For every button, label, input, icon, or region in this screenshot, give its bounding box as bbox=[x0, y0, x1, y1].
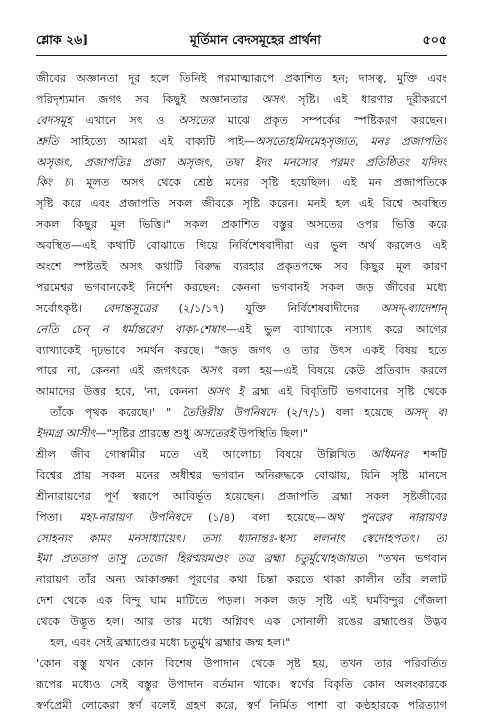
text-line bbox=[36, 570, 447, 591]
text-run: মাঝে প্রকৃত সম্পর্কের স্পষ্টিকরণ করছেন। bbox=[214, 113, 447, 127]
text-line bbox=[36, 90, 447, 111]
italic-text: অধিমনঃ bbox=[370, 448, 409, 462]
text-run: (২/৭/১) বলা হয়েছে bbox=[275, 406, 404, 420]
text-run: পিতা। bbox=[36, 510, 80, 524]
text-line bbox=[36, 194, 447, 215]
text-run: স্বর্ণপ্রেমী লোকেরা স্বর্ণ বলেই গ্রহণ করে, স্বর্ণ নির্মিত পাশা বা কণ্ঠহারকে পরিত্যাগ bbox=[36, 698, 447, 712]
italic-text: ইমা প্রতত্যপ তাসু তেজো হিরণ্ময়মণ্ডং তত্র ব্রহ্মা চতুর্মুখোহজায়ত bbox=[36, 552, 364, 566]
text-run: শ্রীনারায়ণের পূর্ণ স্বরূপে আবির্ভূত হয়েছেন। প্রজাপতি ব্রহ্মা সকল সৃষ্টজীবের bbox=[36, 489, 447, 503]
text-run: —"সৃষ্টির প্রারম্ভে শুধু bbox=[95, 427, 193, 441]
body-text bbox=[36, 69, 447, 717]
chapter-title: মূর্তিমান বেদসমূহের প্রার্থনা bbox=[189, 32, 321, 47]
verse-reference: শ্লোক ২৬] bbox=[36, 32, 89, 47]
header-rule bbox=[36, 55, 447, 56]
text-run: সাহিত্যে আমরা এই বাক্যটি পাই— bbox=[58, 134, 256, 148]
italic-text: নেতি চেন্ ন ধর্মান্তরেণ বাক্য-শেষাৎ bbox=[36, 322, 226, 336]
text-line bbox=[36, 382, 447, 403]
text-run: এখানে সৎ ও bbox=[72, 113, 179, 127]
italic-text: অসতের bbox=[178, 113, 215, 127]
text-line bbox=[36, 424, 447, 445]
text-line bbox=[36, 549, 447, 570]
text-line bbox=[36, 445, 447, 466]
italic-text: অসৃজৎ, প্রজাপতিঃ প্রজা অসৃজৎ, তদ্বা ইদং মনস্যেব পরমং প্রতিষ্ঠিতং যদিদং bbox=[36, 155, 447, 169]
text-line bbox=[36, 173, 447, 194]
text-line bbox=[36, 236, 447, 257]
text-line bbox=[36, 633, 447, 654]
italic-text: কিং চ bbox=[36, 176, 71, 190]
text-line bbox=[36, 153, 447, 174]
text-run: 'কোন বস্তু যখন কোন বিশেষ উপাদান থেকে সৃষ্ট হয়, তখন তার পরিবর্তিত bbox=[36, 656, 447, 670]
text-line bbox=[36, 361, 447, 382]
italic-text: অসৎ bbox=[199, 364, 223, 378]
text-run: পরিদৃশ্যমান জগৎ সব কিছুই অজ্ঞানতার bbox=[36, 92, 262, 106]
text-line bbox=[36, 278, 447, 299]
text-line bbox=[36, 466, 447, 487]
text-run: থেকে উদ্ভূত হল। আর তার মধ্যে অগ্নিবৎ এক সোনালী রঙের ব্রহ্মাণ্ডের উদ্ভব bbox=[36, 615, 447, 629]
text-line bbox=[36, 675, 447, 696]
text-run: শ্রীল জীব গোস্বামীর মতে এই আলোচ্য বিষয়ে উল্লিখিত bbox=[36, 448, 371, 462]
text-run: (১/৪) বলা হয়েছে— bbox=[190, 510, 327, 524]
text-run: ব্যাখ্যাকেই দৃঢ়ভাবে সমর্থন করছে। "জড় জগৎ ও তার উৎস একই বিষয় হতে bbox=[36, 343, 447, 357]
text-run: দেশ থেকে এক বিন্দু ঘাম মাটিতে পড়ল। সকল জড় সৃষ্টি এই ঘর্মবিন্দুর গেঁজলা bbox=[36, 594, 447, 608]
italic-text: অসতোহমিদমেহসৃজ্যত, মনঃ প্রজাপতিং bbox=[255, 134, 447, 148]
text-run: পারে না, কেননা এই জগৎকে bbox=[36, 364, 200, 378]
text-line bbox=[36, 111, 447, 132]
italic-text: শ্রুতি bbox=[36, 134, 59, 148]
text-run: অবস্থিত—এই কথাটি বোঝাতে গিয়ে নির্বিশেষবাদীরা এর ভুল অর্থ করলেও এই bbox=[36, 239, 447, 253]
text-run: আমাদের উত্তর হবে, 'না, কেননা bbox=[36, 385, 207, 399]
text-run: নারায়ণ তাঁর অন্য আকাঙ্ক্ষা পূরণের কথা চিন্তা করতে থাকা কালীন তাঁর ললাট bbox=[36, 573, 447, 587]
text-run: ব্রহ্ম এই বিবৃতিটি ভগবানের সৃষ্টি থেকে bbox=[243, 385, 447, 399]
text-run: । "তখন ভগবান bbox=[363, 552, 447, 566]
italic-text: অসদ্-ব্যাদেশান্ bbox=[380, 301, 447, 315]
running-header bbox=[36, 32, 447, 52]
text-line bbox=[36, 529, 447, 550]
text-line bbox=[36, 591, 447, 612]
text-run: উপস্থিতি ছিল।" bbox=[234, 427, 308, 441]
text-line bbox=[36, 654, 447, 675]
text-line bbox=[36, 612, 447, 633]
page-number: ৫০৫ bbox=[422, 32, 447, 47]
text-run: । মূলত অসৎ থেকে শ্রেষ্ঠ মনের সৃষ্টি হয়েছিল। এই মন প্রজাপতিকে bbox=[70, 176, 447, 190]
italic-text: তৈত্তিরীয় উপনিষদে bbox=[182, 406, 276, 420]
text-line bbox=[36, 257, 447, 278]
text-line bbox=[36, 69, 447, 90]
text-line bbox=[36, 299, 447, 320]
text-run: —এই ভুল ব্যাখ্যাকে নস্যাৎ করে আগের bbox=[225, 322, 447, 336]
italic-text: সোহন্যং কামং মনসাধ্যায়েৎ। তস্য ধ্যানান্তঃ-স্থস্য ললনাৎ স্বেদোহপতৎ। তা bbox=[36, 531, 447, 545]
text-run: সৃষ্টি করে এবং প্রজাপতি সকল জীবকে সৃষ্টি করেন। মনই হল এই বিশ্বে অবস্থিত bbox=[36, 197, 447, 211]
text-line bbox=[36, 132, 447, 153]
text-run: (২/১/১৭) যুক্তি নির্বিশেষবাদীদের bbox=[157, 301, 381, 315]
text-line bbox=[36, 487, 447, 508]
text-run: শব্দটি bbox=[408, 448, 447, 462]
text-run: সর্বোৎকৃষ্ট। bbox=[36, 301, 104, 315]
text-run: জীবের অজ্ঞানতা দূর হলে তিনিই পরমাত্মারূপে প্রকাশিত হন; দাসত্ব, মুক্তি এবং bbox=[36, 72, 447, 85]
italic-text: অসদ্ বা bbox=[403, 406, 447, 420]
italic-text: বেদসমূহ bbox=[36, 113, 73, 127]
italic-text: ইদমগ্র আসীৎ bbox=[36, 427, 96, 441]
italic-text: মহা-নারায়ণ উপনিষদে bbox=[79, 510, 191, 524]
italic-text: অসৎ bbox=[261, 92, 285, 106]
text-run: পরমেশ্বর ভগবানকেই নির্দেশ করছেন: কেননা ভগবানই সকল জড় জীবের মধ্যে bbox=[36, 280, 447, 294]
text-line bbox=[36, 320, 447, 341]
italic-text: বেদান্তসূত্রের bbox=[103, 301, 158, 315]
text-run: সকল কিছুর মূল ভিত্তি।" সকল প্রকাশিত বস্তুর অসতের ওপর ভিত্তি করে bbox=[36, 218, 447, 232]
text-line bbox=[36, 508, 447, 529]
text-run: অংশে স্পষ্টতই অসৎ কথাটি বিরুদ্ধ ব্যবহার প্রকৃতপক্ষে সব কিছুর মূল কারণ bbox=[36, 260, 447, 274]
text-line bbox=[36, 215, 447, 236]
text-run: বিশ্বের প্রায় সকল মনের অধীশ্বর ভগবান অনিরুদ্ধকে বোঝায়, যিনি সৃষ্টি মানসে bbox=[36, 468, 447, 482]
italic-text: অথ পুনরেব নারায়ণঃ bbox=[326, 510, 447, 524]
text-line bbox=[36, 341, 447, 362]
text-run: তাঁকে পৃথক করেছে।' " bbox=[50, 406, 183, 420]
italic-text: অসতেরই bbox=[192, 427, 235, 441]
text-run: বলা হয়—এই বিষয়ে কেউ প্রতিবাদ করলে bbox=[222, 364, 447, 378]
italic-text: অসৎ ই bbox=[206, 385, 244, 399]
text-run: রূপের মধ্যেও সেই বস্তুর উপাদান বর্তমান থাকে। স্বর্ণের বিকৃতি কোন অলংকারকে bbox=[36, 677, 447, 691]
text-run: সৃষ্টি। এই ধারণার দূরীকরণে bbox=[284, 92, 447, 106]
text-run: হল, এবং সেই ব্রহ্মাণ্ডের মধ্যে চতুর্মুখ ব্রহ্মার জন্ম হল।" bbox=[50, 636, 291, 650]
text-line bbox=[36, 403, 447, 424]
